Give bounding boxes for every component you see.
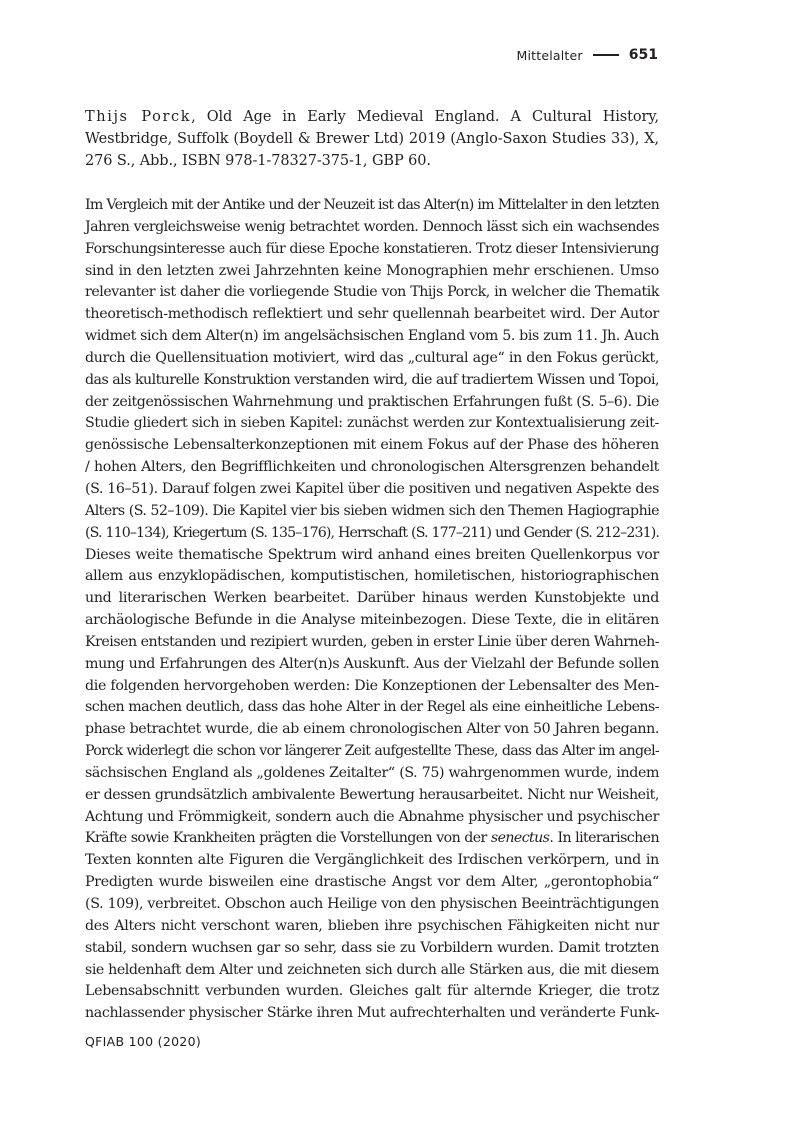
body-line: Forschungsinteresse auch für diese Epoche konstatieren. Trotz dieser Intensivierung (85, 240, 659, 257)
body-line: Achtung und Frömmigkeit, sondern auch die Abnahme physischer und psychischer (85, 808, 659, 825)
body-line: Texten konnten alte Figuren die Vergänglichkeit des Irdischen verkörpern, und in (85, 852, 659, 869)
body-line: die folgenden hervorgehoben werden: Die Konzeptionen der Lebensalter des Men- (85, 677, 659, 694)
body-line: sind in den letzten zwei Jahrzehnten keine Monographien mehr erschienen. Umso (85, 262, 659, 279)
body-line: des Alters nicht verschont waren, blieben ihre psychischen Fähigkeiten nicht nur (85, 917, 659, 934)
body-line: (S. 110–134), Kriegertum (S. 135–176), Herrschaft (S. 177–211) und Gender (S. 212–231). (85, 524, 659, 541)
body-line: und literarischen Werken bearbeitet. Darüber hinaus werden Kunstobjekte und (85, 590, 659, 607)
citation-author: Thijs Porck (85, 109, 192, 125)
body-line: Predigten wurde bisweilen eine drastische Angst vor dem Alter, „gerontophobia“ (85, 874, 659, 891)
body-line: Lebensabschnitt verbunden wurden. Gleiches galt für alternde Krieger, die trotz (85, 983, 659, 1000)
body-line: (S. 16–51). Darauf folgen zwei Kapitel über die positiven und negativen Aspekte des (85, 480, 659, 497)
body-line: das als kulturelle Konstruktion verstanden wird, die auf tradiertem Wissen und Topoi, (85, 371, 659, 388)
body-line: allem aus enzyklopädischen, komputistischen, homiletischen, historiographischen (85, 568, 659, 585)
body-line: schen machen deutlich, dass das hohe Alter in der Regel als eine einheitliche Lebens- (85, 699, 659, 716)
body-line: sie heldenhaft dem Alter und zeichneten sich durch alle Stärken aus, die mit diesem (85, 961, 659, 978)
citation-details: , Old Age in Early Medieval England. A Cultural History, Westbridge, Suffolk (Boydell & Brewer Ltd) 2019 (Anglo-Saxon Studies 33), X, 276 S., Abb., ISBN 978-1-78327-375-1, GBP 60. (85, 109, 659, 169)
body-line: archäologische Befunde in die Analyse miteinbezogen. Diese Texte, die in elitären (85, 612, 659, 629)
journal-footer: QFIAB 100 (2020) (85, 1034, 202, 1049)
body-line: Kräfte sowie Krankheiten prägten die Vorstellungen von der senectus. In literarischen (85, 830, 659, 847)
body-line: Kreisen entstanden und rezipiert wurden, geben in erster Linie über deren Wahrneh- (85, 633, 659, 650)
body-line: / hohen Alters, den Begrifflichkeiten und chronologischen Altersgrenzen behandelt (85, 459, 659, 476)
body-line: Dieses weite thematische Spektrum wird anhand eines breiten Quellenkorpus vor (85, 546, 659, 563)
header-rule (593, 54, 619, 56)
body-line: Studie gliedert sich in sieben Kapitel: zunächst werden zur Kontextualisierung zeit- (85, 415, 659, 432)
body-line: Jahren vergleichsweise wenig betrachtet worden. Dennoch lässt sich ein wachsendes (85, 218, 659, 235)
page-number: 651 (628, 47, 658, 63)
body-line: Im Vergleich mit der Antike und der Neuzeit ist das Alter(n) im Mittelalter in den letzten (85, 197, 659, 213)
body-line: (S. 109), verbreitet. Obschon auch Heilige von den physischen Beeinträchtigungen (85, 896, 659, 912)
body-line: Alters (S. 52–109). Die Kapitel vier bis sieben widmen sich den Themen Hagiographie (85, 502, 659, 519)
body-line: theoretisch-methodisch reflektiert und sehr quellennah bearbeitet wird. Der Autor (85, 306, 659, 323)
running-head (516, 44, 658, 66)
section-title: Mittelalter (516, 47, 583, 63)
review-body (85, 195, 659, 1025)
body-line: durch die Quellensituation motiviert, wird das „cultural age“ in den Fokus gerückt, (85, 349, 659, 366)
body-line: sächsischen England als „goldenes Zeitalter“ (S. 75) wahrgenommen wurde, indem (85, 764, 659, 781)
body-line: mung und Erfahrungen des Alter(n)s Auskunft. Aus der Vielzahl der Befunde sollen (85, 655, 659, 672)
body-line: der zeitgenössischen Wahrnehmung und praktischen Erfahrungen fußt (S. 5–6). Die (85, 393, 659, 410)
body-line: relevanter ist daher die vorliegende Studie von Thijs Porck, in welcher die Thematik (85, 284, 659, 301)
body-line: er dessen grundsätzlich ambivalente Bewertung herausarbeitet. Nicht nur Weisheit, (85, 786, 659, 803)
body-line: widmet sich dem Alter(n) im angelsächsischen England vom 5. bis zum 11. Jh. Auch (85, 328, 659, 345)
body-line: stabil, sondern wuchsen gar so sehr, dass sie zu Vorbildern wurden. Damit trotzten (85, 939, 659, 956)
body-line: genössische Lebensalterkonzeptionen mit einem Fokus auf der Phase des höheren (85, 437, 659, 454)
body-line: Porck widerlegt die schon vor längerer Zeit aufgestellte These, dass das Alter im angel- (85, 743, 659, 760)
book-citation (85, 106, 659, 172)
body-line: nachlassender physischer Stärke ihren Mut aufrechterhalten und veränderte Funk- (85, 1005, 660, 1022)
body-line: phase betrachtet wurde, die ab einem chronologischen Alter von 50 Jahren begann. (85, 721, 659, 738)
